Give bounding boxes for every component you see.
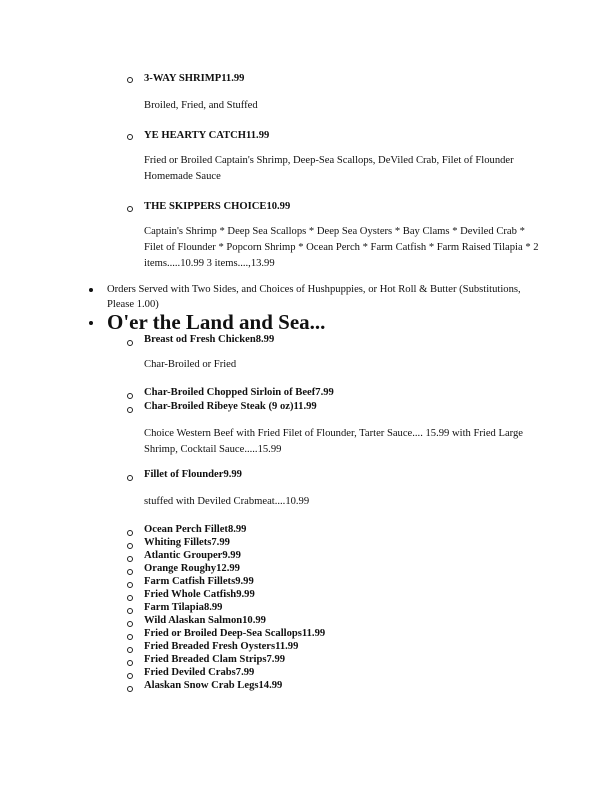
menu-item-name: Orange Roughy12.99 <box>144 563 240 574</box>
menu-item-name: Fried Breaded Clam Strips7.99 <box>144 654 286 665</box>
orders-note: Orders Served with Two Sides, and Choices of Hushpuppies, or Hot Roll & Butter (Substitutions, Please 1.00) <box>107 284 521 310</box>
circle-bullet-icon <box>127 407 133 413</box>
menu-item-description: Broiled, Fried, and Stuffed <box>144 100 258 111</box>
circle-bullet-icon <box>127 686 133 692</box>
menu-item-name: Farm Tilapia8.99 <box>144 602 223 613</box>
menu-item-description: Captain's Shrimp * Deep Sea Scallops * Deep Sea Oysters * Bay Clams * Deviled Crab * Filet of Flounder * Popcorn Shrimp * Ocean Perch * Farm Catfish * Farm Raised Tilapia * 2 items.....10.99 3 items....,13.99 <box>144 226 539 269</box>
circle-bullet-icon <box>127 673 133 679</box>
menu-item-name: Ocean Perch Fillet8.99 <box>144 524 247 535</box>
menu-item-name: THE SKIPPERS CHOICE10.99 <box>144 201 291 212</box>
circle-bullet-icon <box>127 77 133 83</box>
circle-bullet-icon <box>127 621 133 627</box>
menu-item-name: Whiting Fillets7.99 <box>144 537 230 548</box>
circle-bullet-icon <box>127 340 133 346</box>
menu-item-name: Fried Breaded Fresh Oysters11.99 <box>144 641 299 652</box>
circle-bullet-icon <box>127 543 133 549</box>
menu-item-description: Char-Broiled or Fried <box>144 359 237 370</box>
bullet-icon <box>89 288 93 292</box>
circle-bullet-icon <box>127 647 133 653</box>
menu-item-name: Alaskan Snow Crab Legs14.99 <box>144 680 283 691</box>
circle-bullet-icon <box>127 582 133 588</box>
circle-bullet-icon <box>127 634 133 640</box>
circle-bullet-icon <box>127 475 133 481</box>
menu-item-name: Fried or Broiled Deep-Sea Scallops11.99 <box>144 628 326 639</box>
menu-item-description: Choice Western Beef with Fried Filet of Flounder, Tarter Sauce.... 15.99 with Fried Large Shrimp, Cocktail Sauce.....15.99 <box>144 428 523 455</box>
circle-bullet-icon <box>127 134 133 140</box>
menu-item-name: Atlantic Grouper9.99 <box>144 550 241 561</box>
menu-item-description: Fried or Broiled Captain's Shrimp, Deep-Sea Scallops, DeViled Crab, Filet of Flounder Homemade Sauce <box>144 155 514 182</box>
menu-item-name: Char-Broiled Ribeye Steak (9 oz)11.99 <box>144 401 317 412</box>
circle-bullet-icon <box>127 608 133 614</box>
menu-item-description: stuffed with Deviled Crabmeat....10.99 <box>144 496 310 507</box>
menu-item-name: Breast od Fresh Chicken8.99 <box>144 334 275 345</box>
menu-item-name: YE HEARTY CATCH11.99 <box>144 130 270 141</box>
menu-item-name: Fried Deviled Crabs7.99 <box>144 667 255 678</box>
circle-bullet-icon <box>127 569 133 575</box>
menu-item-name: Farm Catfish Fillets9.99 <box>144 576 254 587</box>
circle-bullet-icon <box>127 393 133 399</box>
menu-item-name: Fillet of Flounder9.99 <box>144 469 242 480</box>
circle-bullet-icon <box>127 660 133 666</box>
menu-item-name: 3-WAY SHRIMP11.99 <box>144 73 245 84</box>
menu-item-name: Char-Broiled Chopped Sirloin of Beef7.99 <box>144 387 334 398</box>
menu-item-name: Wild Alaskan Salmon10.99 <box>144 615 266 626</box>
section-heading: O'er the Land and Sea... <box>107 310 326 334</box>
circle-bullet-icon <box>127 206 133 212</box>
circle-bullet-icon <box>127 530 133 536</box>
menu-item-name: Fried Whole Catfish9.99 <box>144 589 255 600</box>
circle-bullet-icon <box>127 595 133 601</box>
bullet-icon <box>89 321 93 325</box>
circle-bullet-icon <box>127 556 133 562</box>
